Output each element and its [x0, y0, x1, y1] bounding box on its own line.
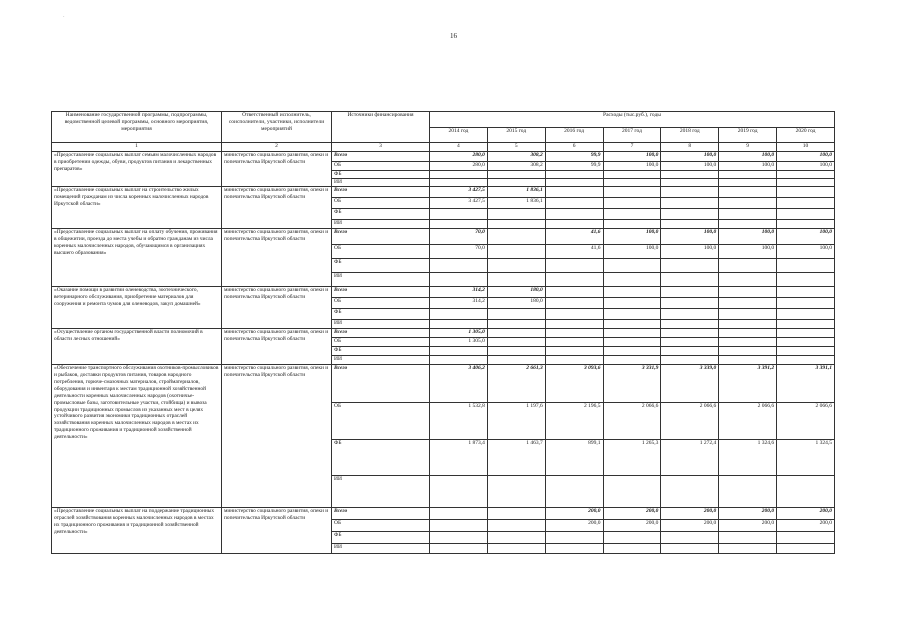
header-year: 2019 год — [719, 127, 777, 143]
expense-value — [661, 309, 719, 320]
expense-value — [603, 273, 661, 287]
expense-value: 200,0 — [545, 508, 603, 520]
expense-value: 100,0 — [603, 229, 661, 245]
expense-value: 1 532,8 — [430, 403, 488, 440]
expense-value — [603, 198, 661, 209]
expense-value — [430, 508, 488, 520]
header-executor: Ответственный исполнитель, соисполнители, участники, исполнители мероприятий — [222, 112, 332, 143]
expense-value — [603, 171, 661, 179]
expense-value — [487, 329, 545, 338]
expense-value: 3 339,0 — [661, 365, 719, 403]
expense-value — [545, 209, 603, 220]
expense-value: 99,9 — [545, 162, 603, 171]
expense-value: 41,6 — [545, 229, 603, 245]
executor: министерство социального развития, опеки и попечительства Иркутской области — [222, 508, 332, 554]
expense-value — [661, 220, 719, 229]
expense-value: 200,0 — [777, 508, 835, 520]
expense-value — [603, 329, 661, 338]
funding-source: Всего — [332, 287, 430, 298]
expense-value — [661, 532, 719, 544]
expense-value — [777, 259, 835, 273]
expense-value — [430, 544, 488, 554]
expense-value — [661, 273, 719, 287]
expense-value — [487, 520, 545, 532]
expense-value: 100,0 — [777, 152, 835, 162]
funding-source: ФБ — [332, 209, 430, 220]
expense-value: 314,2 — [430, 298, 488, 309]
expense-value: 100,0 — [603, 245, 661, 259]
expense-value — [545, 187, 603, 198]
expense-value: 1 836,1 — [487, 198, 545, 209]
activity-name: «Предоставление социальных выплат на строительство жилых помещений гражданам из числа коренных малочисленных народов Иркутской области» — [52, 187, 222, 229]
expense-value: 2 066,6 — [603, 403, 661, 440]
expense-value — [487, 508, 545, 520]
table-row — [52, 287, 835, 298]
expense-value — [430, 179, 488, 187]
expense-value — [430, 171, 488, 179]
expense-value — [719, 329, 777, 338]
expense-value — [661, 298, 719, 309]
expense-value — [545, 356, 603, 365]
funding-source: Всего — [332, 365, 430, 403]
expense-value: 200,0 — [603, 520, 661, 532]
expense-value — [545, 198, 603, 209]
expense-value — [603, 347, 661, 356]
expense-value: 1 265,3 — [603, 440, 661, 476]
expense-value: 70,0 — [430, 229, 488, 245]
expense-value — [661, 179, 719, 187]
expense-value — [545, 338, 603, 347]
column-number: 9 — [719, 143, 777, 152]
expense-value — [719, 347, 777, 356]
expense-value — [430, 309, 488, 320]
expense-value — [430, 476, 488, 508]
funding-source: ФБ — [332, 309, 430, 320]
page-number: 16 — [450, 32, 457, 40]
table-row — [52, 187, 835, 198]
expenses-table — [51, 111, 835, 554]
expense-value: 180,0 — [487, 287, 545, 298]
expense-value — [719, 179, 777, 187]
expense-value: 100,0 — [777, 245, 835, 259]
activity-name: «Осуществление органом государственной власти полномочий в области лесных отношений» — [52, 329, 222, 365]
column-number: 2 — [222, 143, 332, 152]
expense-value — [661, 320, 719, 329]
expense-value — [603, 338, 661, 347]
expense-value: 308,2 — [487, 152, 545, 162]
header-year: 2020 год — [777, 127, 835, 143]
expense-value — [430, 273, 488, 287]
expense-value — [777, 347, 835, 356]
expense-value — [777, 356, 835, 365]
expense-value — [719, 338, 777, 347]
expense-value — [603, 476, 661, 508]
executor: министерство социального развития, опеки и попечительства Иркутской области — [222, 329, 332, 365]
funding-source: ИИ — [332, 273, 430, 287]
funding-source: ОБ — [332, 338, 430, 347]
expense-value — [545, 220, 603, 229]
column-number: 8 — [661, 143, 719, 152]
expense-value: 70,0 — [430, 245, 488, 259]
executor: министерство социального развития, опеки и попечительства Иркутской области — [222, 229, 332, 287]
expense-value: 3 427,5 — [430, 187, 488, 198]
expense-value — [661, 287, 719, 298]
table-row — [52, 329, 835, 338]
table-row — [52, 365, 835, 403]
activity-name: «Предоставление социальных выплат на оплату обучения, проживания в общежитии, проезда до места учебы и обратно гражданам из числа коренных малочисленных народов, обучающимся в организациях высшего образования» — [52, 229, 222, 287]
expense-value — [487, 309, 545, 320]
expense-value — [487, 171, 545, 179]
funding-source: ИИ — [332, 356, 430, 365]
expense-value — [777, 544, 835, 554]
expense-value — [719, 273, 777, 287]
expense-value — [719, 298, 777, 309]
funding-source: ФБ — [332, 259, 430, 273]
expense-value — [545, 171, 603, 179]
expense-value: 100,0 — [661, 245, 719, 259]
expense-value: 280,0 — [430, 152, 488, 162]
expense-value — [661, 198, 719, 209]
funding-source: ФБ — [332, 532, 430, 544]
expense-value — [777, 179, 835, 187]
table-row — [52, 229, 835, 245]
expense-value: 1 873,4 — [430, 440, 488, 476]
table-row — [52, 152, 835, 162]
expense-value — [719, 544, 777, 554]
expense-value — [487, 179, 545, 187]
expense-value: 100,0 — [603, 152, 661, 162]
funding-source: ОБ — [332, 162, 430, 171]
expense-value: 100,0 — [719, 162, 777, 171]
expense-value — [545, 179, 603, 187]
expense-value — [545, 532, 603, 544]
column-number: 3 — [332, 143, 430, 152]
funding-source: ФБ — [332, 440, 430, 476]
column-number: 1 — [52, 143, 222, 152]
expense-value: 100,0 — [777, 162, 835, 171]
expense-value: 180,0 — [487, 298, 545, 309]
expense-value: 100,0 — [777, 229, 835, 245]
funding-source: ОБ — [332, 245, 430, 259]
expense-value — [661, 338, 719, 347]
expense-value — [719, 532, 777, 544]
expense-value — [719, 259, 777, 273]
expense-value: 100,0 — [719, 152, 777, 162]
expense-value — [430, 520, 488, 532]
expense-value — [430, 347, 488, 356]
expense-value — [777, 187, 835, 198]
expense-value — [487, 220, 545, 229]
expense-value: 2 066,6 — [719, 403, 777, 440]
expense-value — [545, 259, 603, 273]
executor: министерство социального развития, опеки и попечительства Иркутской области — [222, 287, 332, 329]
expense-value — [777, 287, 835, 298]
expense-value — [545, 329, 603, 338]
activity-name: «Предоставление социальных выплат семьям малочисленных народов в приобретении одежды, обуви, продуктов питания и лекарственных препаратов» — [52, 152, 222, 187]
expense-value: 1 272,4 — [661, 440, 719, 476]
expense-value — [719, 171, 777, 179]
expense-value: 100,0 — [719, 245, 777, 259]
funding-source: Всего — [332, 508, 430, 520]
funding-source: Всего — [332, 329, 430, 338]
expense-value — [661, 544, 719, 554]
expense-value — [603, 179, 661, 187]
expense-value — [777, 298, 835, 309]
expense-value — [487, 209, 545, 220]
expense-value — [777, 209, 835, 220]
expense-value — [777, 338, 835, 347]
header-year: 2018 год — [661, 127, 719, 143]
expense-value: 3 427,5 — [430, 198, 488, 209]
header-expenses: Расходы (тыс.руб.), годы — [430, 112, 835, 128]
header-year: 2016 год — [545, 127, 603, 143]
expense-value — [719, 187, 777, 198]
funding-source: ФБ — [332, 171, 430, 179]
funding-source: ИИ — [332, 476, 430, 508]
expense-value — [603, 209, 661, 220]
executor: министерство социального развития, опеки и попечительства Иркутской области — [222, 187, 332, 229]
expense-value — [777, 220, 835, 229]
expense-value — [661, 476, 719, 508]
expense-value — [661, 209, 719, 220]
expense-value: 2 661,3 — [487, 365, 545, 403]
expense-value — [777, 329, 835, 338]
expense-value — [487, 259, 545, 273]
header-year: 2014 год — [430, 127, 488, 143]
expense-value: 200,0 — [603, 508, 661, 520]
funding-source: ИИ — [332, 544, 430, 554]
expense-value — [603, 532, 661, 544]
expense-value — [777, 532, 835, 544]
expense-value — [777, 273, 835, 287]
expense-value — [603, 544, 661, 554]
expense-value — [545, 320, 603, 329]
expense-value: 99,9 — [545, 152, 603, 162]
expense-value — [719, 356, 777, 365]
expense-value — [719, 198, 777, 209]
expense-value: 200,0 — [719, 520, 777, 532]
expense-value: 200,0 — [661, 520, 719, 532]
expense-value — [603, 298, 661, 309]
expense-value — [661, 259, 719, 273]
funding-source: ОБ — [332, 298, 430, 309]
expense-value — [777, 309, 835, 320]
expense-value — [777, 476, 835, 508]
expense-value: 2 196,5 — [545, 403, 603, 440]
funding-source: Всего — [332, 187, 430, 198]
expense-value — [777, 198, 835, 209]
column-number: 7 — [603, 143, 661, 152]
header-row-top — [52, 112, 835, 128]
expense-value — [487, 245, 545, 259]
header-year: 2017 год — [603, 127, 661, 143]
column-number: 10 — [777, 143, 835, 152]
executor: министерство социального развития, опеки и попечительства Иркутской области — [222, 365, 332, 508]
stray-mark: · — [63, 15, 65, 20]
funding-source: ИИ — [332, 179, 430, 187]
expense-value — [545, 298, 603, 309]
expense-value — [603, 320, 661, 329]
funding-source: ОБ — [332, 198, 430, 209]
expense-value — [545, 287, 603, 298]
expense-value: 1 324,5 — [777, 440, 835, 476]
expense-value: 3 093,6 — [545, 365, 603, 403]
expense-value — [661, 171, 719, 179]
header-name: Наименование государственной программы, подпрограммы, ведомственной целевой программы, основного мероприятия, мероприятия — [52, 112, 222, 143]
expense-value: 1 197,6 — [487, 403, 545, 440]
expense-value — [430, 532, 488, 544]
expense-value — [661, 347, 719, 356]
expense-value: 314,2 — [430, 287, 488, 298]
expense-value — [487, 273, 545, 287]
expense-value — [545, 544, 603, 554]
expense-value — [430, 220, 488, 229]
expense-value — [603, 287, 661, 298]
expense-value — [719, 220, 777, 229]
expense-value — [719, 309, 777, 320]
expense-value — [661, 356, 719, 365]
expense-value — [487, 338, 545, 347]
expense-value — [661, 187, 719, 198]
expense-value: 280,0 — [430, 162, 488, 171]
expense-value — [487, 320, 545, 329]
expense-value — [487, 229, 545, 245]
expense-value — [719, 476, 777, 508]
expense-value: 100,0 — [661, 152, 719, 162]
expense-value: 2 066,6 — [661, 403, 719, 440]
expense-value: 100,0 — [719, 229, 777, 245]
expense-value: 100,0 — [661, 162, 719, 171]
table-row — [52, 508, 835, 520]
executor: министерство социального развития, опеки и попечительства Иркутской области — [222, 152, 332, 187]
expense-value — [487, 476, 545, 508]
expense-value — [430, 356, 488, 365]
expense-value: 899,1 — [545, 440, 603, 476]
expense-value — [603, 259, 661, 273]
expense-value: 3 391,1 — [777, 365, 835, 403]
funding-source: ИИ — [332, 320, 430, 329]
expense-value: 100,0 — [603, 162, 661, 171]
expense-value — [545, 309, 603, 320]
expense-value — [603, 187, 661, 198]
funding-source: ОБ — [332, 403, 430, 440]
expense-value: 200,0 — [545, 520, 603, 532]
expense-value — [719, 320, 777, 329]
expense-value — [777, 171, 835, 179]
expense-value: 1 324,6 — [719, 440, 777, 476]
funding-source: ФБ — [332, 347, 430, 356]
expense-value — [603, 309, 661, 320]
expense-value: 1 463,7 — [487, 440, 545, 476]
funding-source: ОБ — [332, 520, 430, 532]
expense-value — [430, 320, 488, 329]
expense-value — [603, 220, 661, 229]
expense-value — [719, 287, 777, 298]
expense-value — [487, 347, 545, 356]
activity-name: «Оказание помощи в развитии оленеводства, зоотехнического, ветеринарного обслуживания, приобретение материалов для сооружения и ремонта чумов для оленеводов, закуп домашней» — [52, 287, 222, 329]
expense-value: 3 391,2 — [719, 365, 777, 403]
column-number: 5 — [487, 143, 545, 152]
expense-value — [545, 476, 603, 508]
expense-value — [487, 544, 545, 554]
expense-value — [777, 320, 835, 329]
expense-value — [603, 356, 661, 365]
expense-value: 200,0 — [719, 508, 777, 520]
funding-source: Всего — [332, 152, 430, 162]
expense-value — [545, 347, 603, 356]
header-year: 2015 год — [487, 127, 545, 143]
expense-value — [487, 356, 545, 365]
expense-value: 1 836,1 — [487, 187, 545, 198]
expense-value — [430, 209, 488, 220]
expense-value: 200,0 — [777, 520, 835, 532]
expense-value — [545, 273, 603, 287]
expense-value: 200,0 — [661, 508, 719, 520]
activity-name: «Обеспечение транспортного обслуживания охотников-промысловиков и рыбаков, доставки продуктов питания, товаров народного потребления, горюче-смазочных материалов, стройматериалов, оборудования и инвентаря к местам традиционной хозяйственной деятельности коренных малочисленных народов (охотничье-промысловые базы, заготовительные участки, стойбища) и вывоза продукции традиционных промыслов из указанных мест в целях устойчивого развития экономики традиционных отраслей хозяйствования коренных малочисленных народов в местах их традиционного проживания и традиционной хозяйственной деятельности» — [52, 365, 222, 508]
expense-value: 2 066,6 — [777, 403, 835, 440]
expense-value: 3 406,2 — [430, 365, 488, 403]
header-sources: Источники финансирования — [332, 112, 430, 143]
expense-value — [661, 329, 719, 338]
funding-source: Всего — [332, 229, 430, 245]
expense-value: 1 305,0 — [430, 329, 488, 338]
funding-source: ИИ — [332, 220, 430, 229]
expense-value — [430, 259, 488, 273]
expense-value: 41,6 — [545, 245, 603, 259]
column-numbers-row — [52, 143, 835, 152]
expense-value: 308,2 — [487, 162, 545, 171]
activity-name: «Предоставление социальных выплат на поддержание традиционных отраслей хозяйствования коренных малочисленных народов в местах их традиционного проживания и традиционной хозяйственной деятельности» — [52, 508, 222, 554]
column-number: 4 — [430, 143, 488, 152]
expense-value: 1 305,0 — [430, 338, 488, 347]
expense-value — [719, 209, 777, 220]
expense-value: 3 331,9 — [603, 365, 661, 403]
column-number: 6 — [545, 143, 603, 152]
expense-value — [487, 532, 545, 544]
expense-value: 100,0 — [661, 229, 719, 245]
